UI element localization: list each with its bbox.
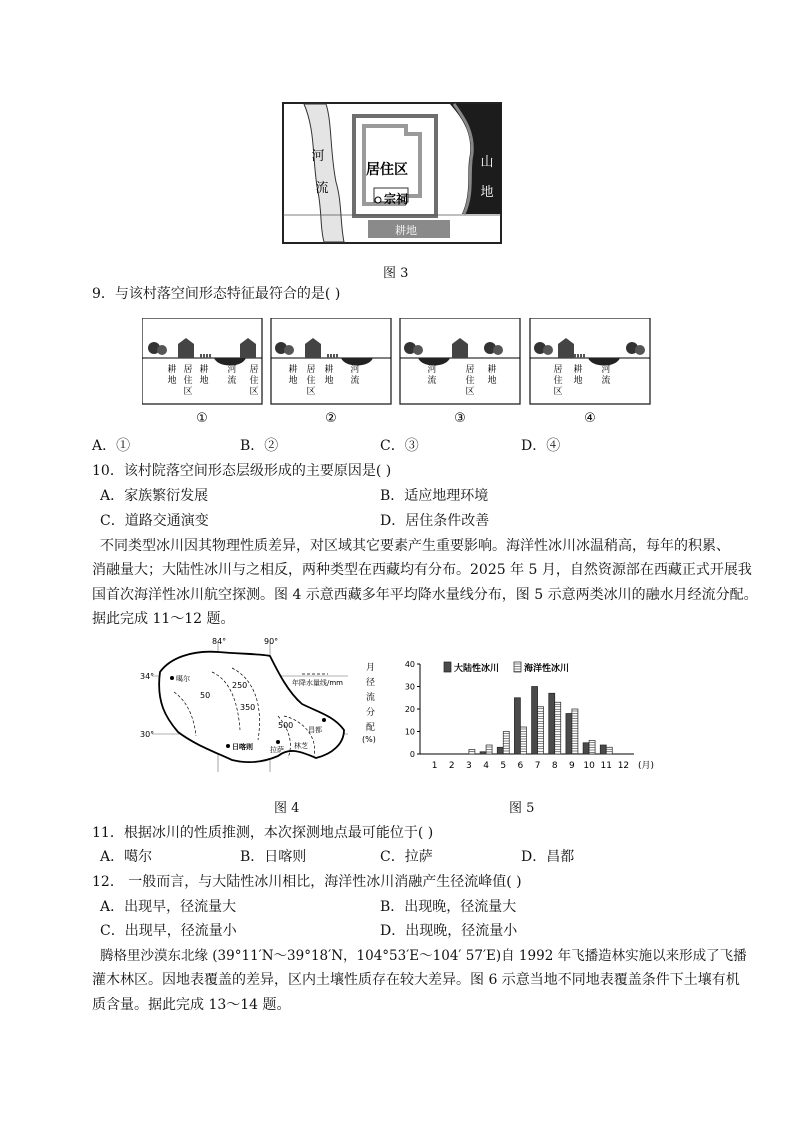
passage-1-line-4: 据此完成 11～12 题。 (92, 611, 235, 627)
svg-text:配: 配 (366, 723, 376, 733)
q9-panel-4 (530, 318, 650, 426)
q9-panel-label: 地 (487, 376, 497, 386)
q9-panel-label: 住 (553, 376, 563, 386)
passage-1-line-1: 不同类型冰川因其物理性质差异，对区域其它要素产生重要影响。海洋性冰川冰温稍高，每年的积累、 (100, 538, 730, 554)
x-tick-label: 4 (483, 761, 489, 771)
q9-panel-label: 耕 (288, 365, 298, 375)
q9-panel-label: 流 (350, 376, 360, 386)
bar-continental (532, 687, 538, 755)
q9-option-d[interactable]: D．④ (521, 438, 561, 454)
mountain-label: 山 (480, 155, 494, 170)
svg-text:流: 流 (366, 693, 376, 703)
figure-4-tibet-precipitation-map (138, 632, 358, 782)
q9-panel-label: 居 (465, 365, 475, 375)
isoline-50: 50 (200, 691, 211, 700)
q9-panel-label: 流 (601, 376, 611, 386)
lat-30: 30° (140, 730, 155, 739)
q9-panel-label: 住 (465, 376, 475, 386)
legend-swatch-maritime (514, 662, 521, 672)
bar-maritime (503, 732, 509, 755)
q9-panel-label: 耕 (487, 365, 497, 375)
passage-1-line-3: 国首次海洋性冰川航空探测。图 4 示意西藏多年平均降水量线分布，图 5 示意两类冰川的融水月经流分配。 (92, 587, 758, 603)
passage-2-line-3: 质含量。据此完成 13～14 题。 (92, 997, 291, 1013)
shrine-label: 宗祠 (383, 192, 409, 206)
x-tick-label: 1 (431, 761, 438, 771)
isoline-500: 500 (278, 721, 294, 730)
q9-panel-label: 居 (306, 365, 316, 375)
q11-option-c[interactable]: C．拉萨 (380, 849, 433, 865)
lon-84: 84° (212, 637, 227, 646)
q9-panel-label: 地 (573, 376, 583, 386)
q10-option-d[interactable]: D．居住条件改善 (380, 513, 490, 529)
q9-option-a[interactable]: A．① (92, 438, 131, 454)
x-tick-label: 11 (600, 761, 612, 771)
svg-text:地: 地 (480, 185, 494, 200)
svg-text:流: 流 (315, 181, 329, 196)
x-tick-label: 7 (534, 761, 541, 771)
y-axis-label-1: 月 (366, 663, 376, 673)
q9-panel-1 (142, 318, 262, 426)
bar-continental (600, 745, 606, 754)
q9-panel-label: 住 (306, 376, 316, 386)
figure-5-caption: 图 5 (509, 801, 535, 816)
q9-panel-label: 区 (183, 387, 193, 397)
q9-panel-2 (271, 318, 391, 426)
farmland-label: 耕地 (395, 224, 417, 237)
q9-option-b[interactable]: B．② (240, 438, 279, 454)
place-nyingchi: 林芝 (294, 742, 308, 750)
q11-option-d[interactable]: D．昌都 (521, 849, 575, 865)
y-tick-label: 20 (404, 705, 415, 714)
bar-continental (480, 752, 486, 754)
bar-continental (566, 714, 572, 755)
isoline-350: 350 (240, 703, 256, 712)
q9-panel-label: 河 (427, 365, 437, 375)
bar-maritime (555, 702, 561, 754)
q12-option-a[interactable]: A．出现早，径流量大 (100, 899, 237, 915)
q9-panel-label: 耕 (199, 365, 209, 375)
q9-panel-number: ① (196, 411, 208, 426)
y-tick-label: 0 (409, 750, 415, 759)
residence-label: 居住区 (366, 162, 408, 178)
q9-panel-label: 河 (350, 365, 360, 375)
q12-option-d[interactable]: D．出现晚，径流量小 (380, 923, 518, 939)
q9-panel-label: 居 (249, 365, 259, 375)
question-9-diagrams (142, 318, 662, 428)
x-tick-label: 10 (583, 761, 595, 771)
isoline-250: 250 (232, 681, 248, 690)
figure-3-village-map (282, 102, 502, 244)
q9-panel-label: 住 (183, 376, 193, 386)
passage-2-line-2: 灌木林区。因地表覆盖的差异，区内土壤性质存在较大差异。图 6 示意当地不同地表覆盖条件下土壤有机 (92, 972, 740, 988)
q9-panel-label: 耕 (167, 365, 177, 375)
q9-panel-label: 区 (465, 387, 475, 397)
q9-panel-label: 地 (199, 376, 209, 386)
q9-panel-label: 居 (183, 365, 193, 375)
q10-option-b[interactable]: B．适应地理环境 (380, 488, 489, 504)
q9-panel-label: 耕 (573, 365, 583, 375)
x-tick-label: 8 (551, 761, 558, 771)
x-tick-label: 12 (617, 761, 630, 771)
y-tick-label: 30 (404, 682, 415, 692)
question-12-stem: 12． 一般而言，与大陆性冰川相比，海洋性冰川消融产生径流峰值( ) (92, 874, 522, 890)
q9-option-c[interactable]: C．③ (380, 438, 419, 454)
place-shigatse: 日喀则 (232, 743, 253, 751)
q9-panel-label: 河 (601, 365, 611, 375)
x-tick-label: 6 (517, 761, 524, 771)
legend-continental: 大陆性冰川 (454, 664, 500, 674)
figure-4-caption: 图 4 (274, 801, 300, 816)
y-tick-label: 10 (404, 727, 415, 737)
legend-maritime: 海洋性冰川 (524, 664, 570, 674)
river-label: 河 (311, 149, 325, 164)
svg-text:径: 径 (366, 678, 376, 688)
x-tick-label: 3 (466, 761, 472, 771)
figure-5-glacier-runoff-chart (360, 654, 666, 774)
svg-text:(%): (%) (362, 735, 376, 744)
place-qamdo: 昌都 (308, 726, 322, 734)
q9-panel-label: 住 (249, 376, 259, 386)
q11-option-b[interactable]: B．日喀则 (240, 849, 307, 865)
q9-panel-label: 区 (306, 387, 316, 397)
x-tick-label: 2 (448, 761, 455, 771)
q9-panel-label: 地 (324, 376, 334, 386)
bar-maritime (520, 727, 526, 754)
passage-1-line-2: 消融量大；大陆性冰川与之相反，两种类型在西藏均有分布。2025 年 5 月，自然资源部在西藏正式开展我 (92, 562, 752, 578)
q11-option-a[interactable]: A．噶尔 (100, 849, 153, 865)
q9-panel-label: 区 (249, 387, 259, 397)
bar-continental (514, 698, 520, 754)
q12-option-c[interactable]: C．出现早，径流量小 (100, 923, 237, 939)
q12-option-b[interactable]: B．出现晚，径流量大 (380, 899, 517, 915)
place-gar: 噶尔 (176, 675, 190, 683)
passage-2-line-1: 腾格里沙漠东北缘 (39°11′N～39°18′N，104°53′E～104′ 57′E)自 1992 年飞播造林实施以来形成了飞播 (100, 948, 747, 964)
chart-axes (420, 664, 634, 754)
q10-option-a[interactable]: A．家族繁衍发展 (100, 488, 209, 504)
x-tick-label: 5 (500, 761, 507, 771)
q9-panel-label: 耕 (324, 365, 334, 375)
q10-option-c[interactable]: C．道路交通演变 (100, 513, 209, 529)
bar-maritime (606, 747, 612, 754)
q9-panel-label: 地 (288, 376, 298, 386)
place-lhasa: 拉萨 (270, 746, 284, 754)
q9-panel-label: 居 (553, 365, 563, 375)
question-11-stem: 11．根据冰川的性质推测，本次探测地点最可能位于( ) (92, 825, 434, 841)
q9-panel-label: 流 (427, 376, 437, 386)
x-tick-label: 9 (569, 761, 575, 771)
x-axis-unit: (月) (638, 761, 655, 771)
q9-panel-label: 流 (227, 376, 237, 386)
chart-legend (444, 662, 569, 674)
q9-panel-label: 区 (553, 387, 563, 397)
question-10-stem: 10．该村院落空间形态层级形成的主要原因是( ) (92, 463, 392, 479)
isoline-legend: 年降水量线/mm (292, 679, 343, 687)
svg-text:分: 分 (366, 708, 376, 718)
q9-panel-number: ④ (584, 411, 596, 426)
figure-3-caption: 图 3 (383, 266, 409, 281)
lon-90: 90° (264, 637, 279, 646)
bar-continental (583, 743, 589, 754)
q9-panel-3 (400, 318, 520, 426)
q9-panel-number: ③ (454, 411, 466, 426)
lat-34: 34° (140, 672, 155, 681)
legend-swatch-continental (444, 662, 451, 672)
bar-continental (497, 747, 503, 754)
y-tick-label: 40 (404, 660, 415, 669)
q9-panel-label: 河 (227, 365, 237, 375)
q9-panel-label: 地 (167, 376, 177, 386)
q9-panel-number: ② (325, 411, 337, 426)
bar-continental (549, 693, 555, 754)
question-9-stem: 9．与该村落空间形态特征最符合的是( ) (92, 286, 341, 302)
